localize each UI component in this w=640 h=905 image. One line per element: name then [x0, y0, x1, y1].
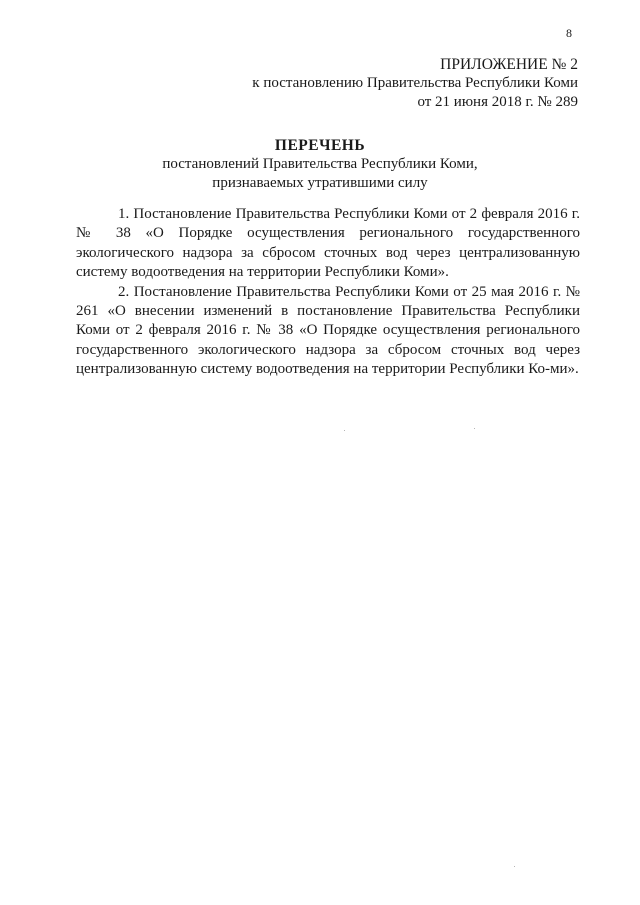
heading-title: ПЕРЕЧЕНЬ	[274, 137, 366, 154]
heading-subtitle-2: признаваемых утратившими силу	[212, 175, 428, 191]
list-item-2: 2. Постановление Правительства Республики Коми от 25 мая 2016 г. № 261 «О внесении изменений в постановление Правительства Республики Коми от 2 февраля 2016 г. № 38 «О Порядке осуществления регионального государственного экологического надзора за сбросом сточных вод через централизованную систему водоотведения на территории Республики Ко-ми».	[76, 283, 580, 378]
list-item-1: 1. Постановление Правительства Республики Коми от 2 февраля 2016 г. № 38 «О Порядке осуществления регионального государственного экологического надзора за сбросом сточных вод через централизованную систему водоотведения на территории Республики Коми».	[76, 206, 580, 281]
scan-speck	[514, 866, 515, 867]
document-heading	[0, 136, 640, 193]
appendix-title: ПРИЛОЖЕНИЕ № 2	[440, 56, 578, 73]
list-body	[76, 205, 580, 380]
scan-speck	[344, 430, 345, 431]
appendix-resolution-line: к постановлению Правительства Республики Коми	[252, 75, 578, 91]
page-number: 8	[566, 26, 572, 40]
heading-subtitle-1: постановлений Правительства Республики Коми,	[162, 156, 478, 172]
scan-speck	[474, 428, 475, 429]
appendix-header	[252, 55, 578, 112]
appendix-date-line: от 21 июня 2018 г. № 289	[417, 94, 578, 110]
